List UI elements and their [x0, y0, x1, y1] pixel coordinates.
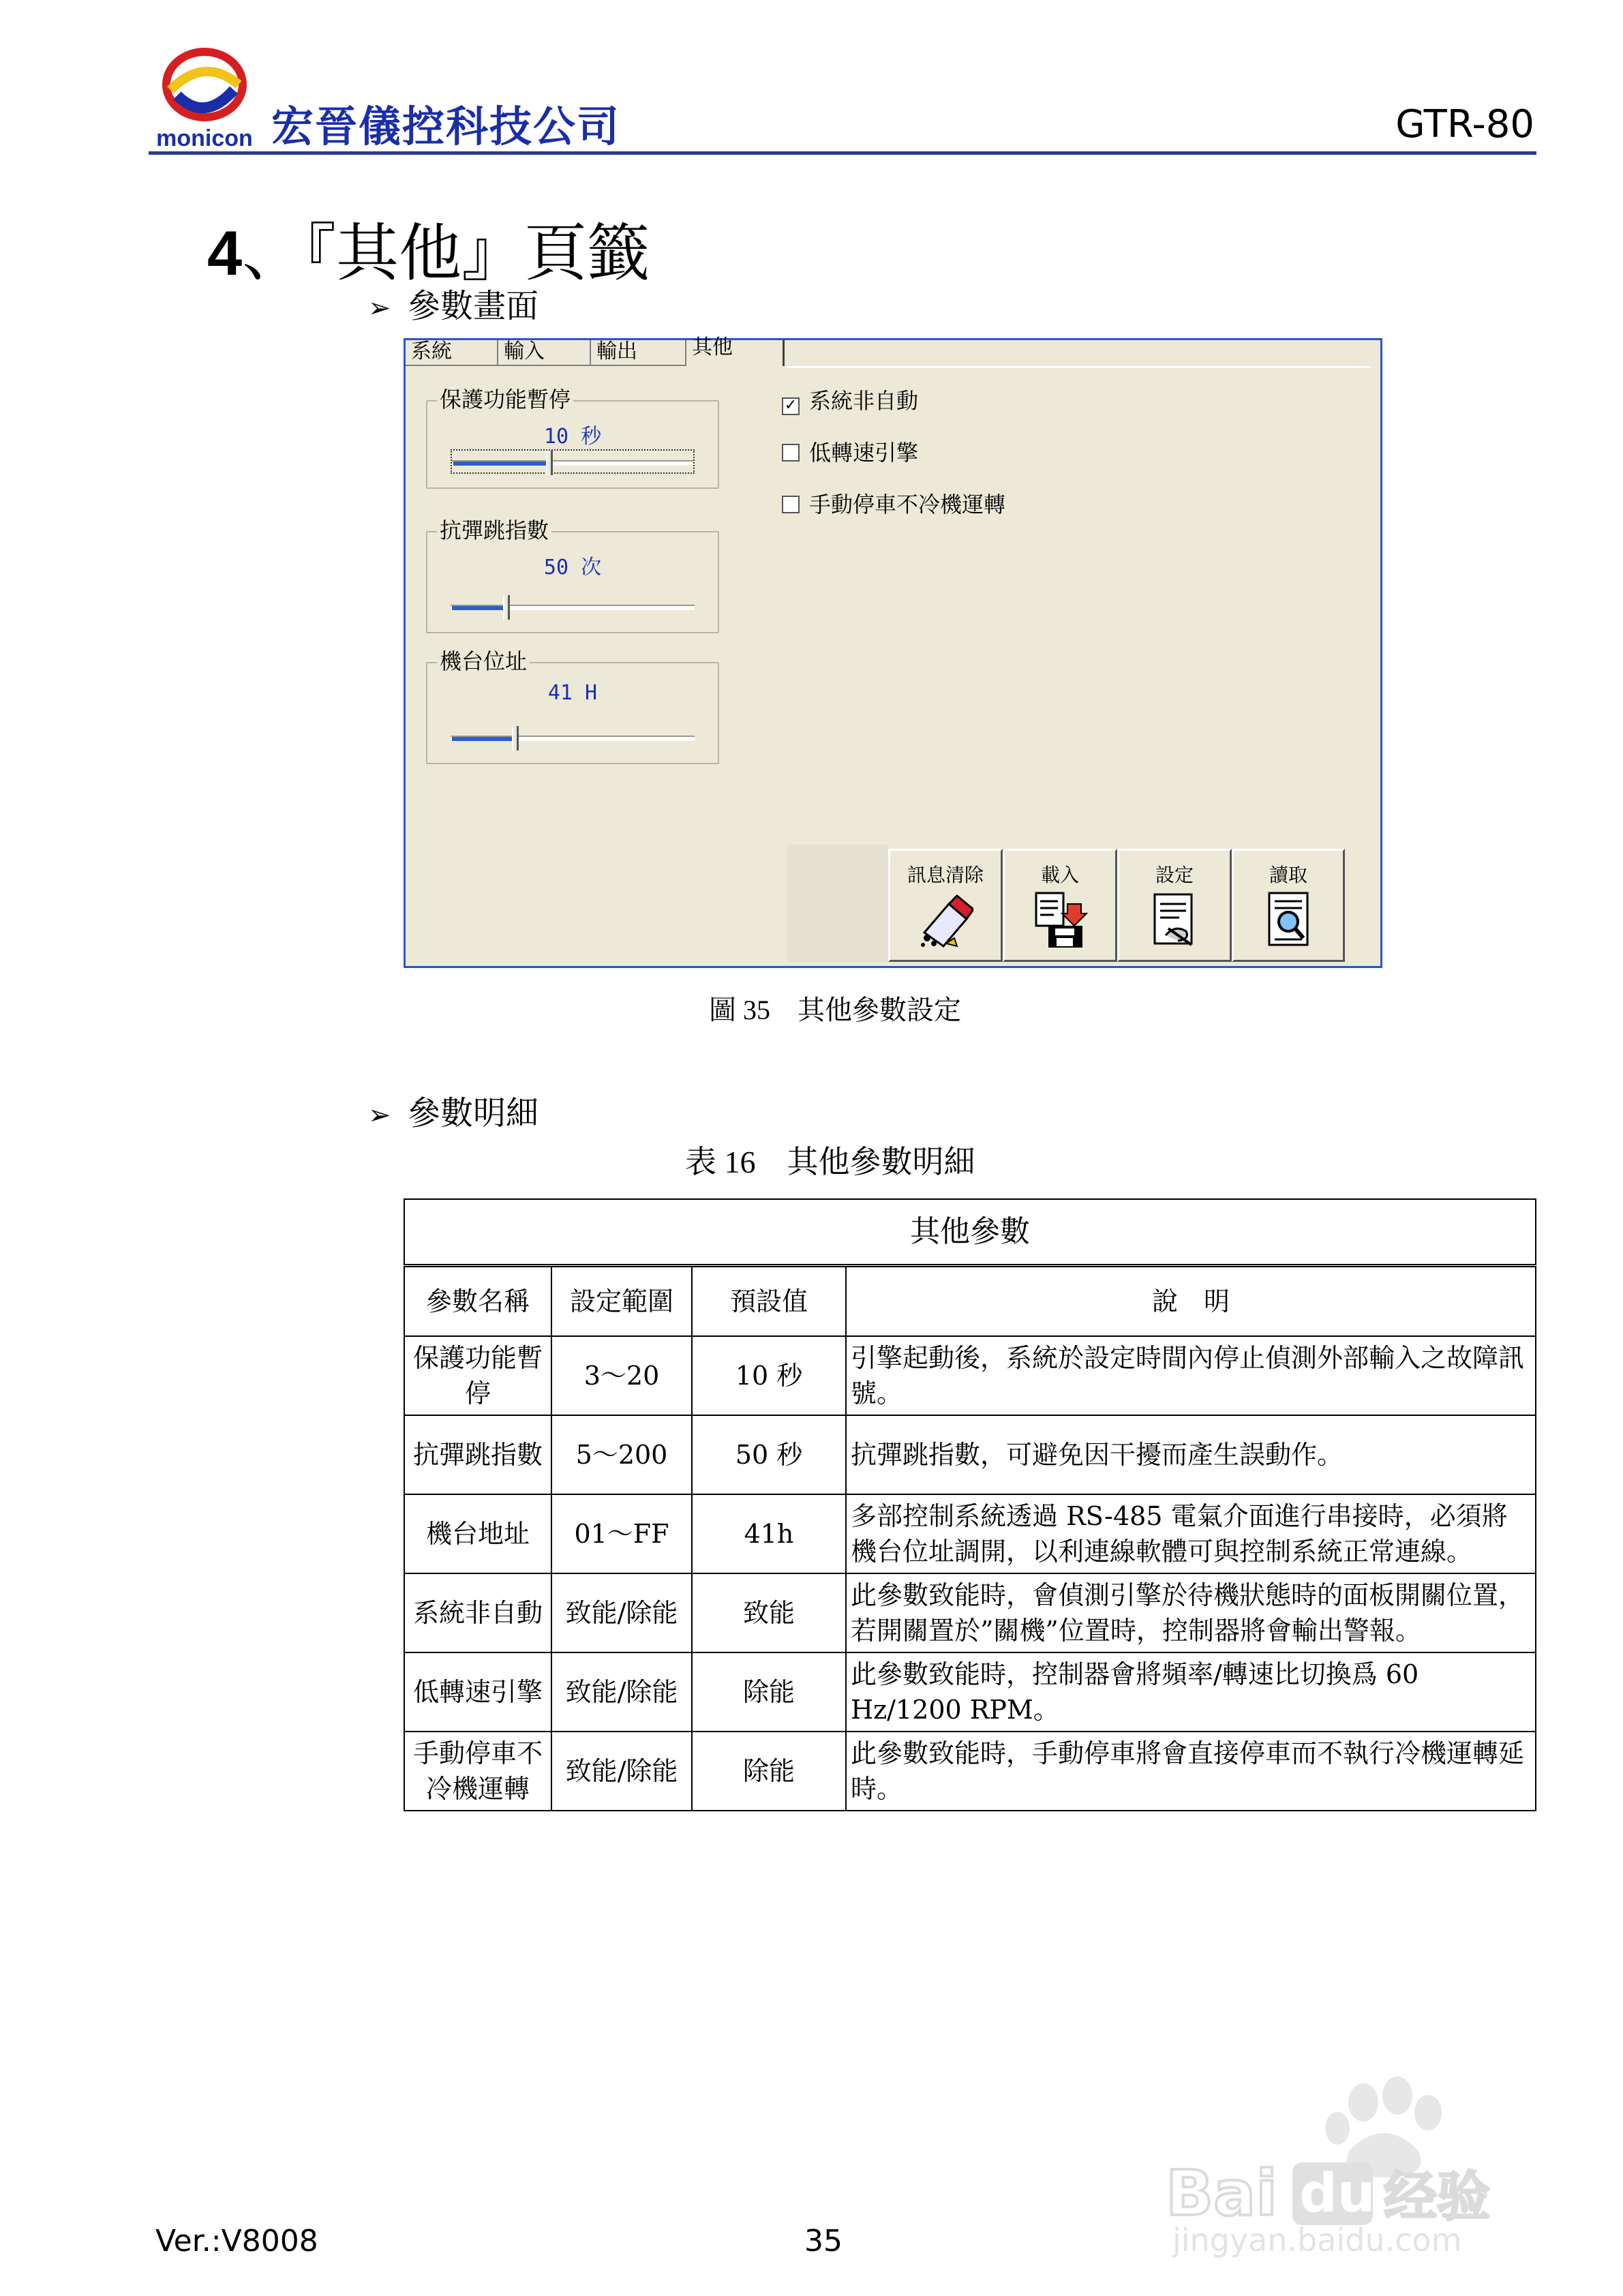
svg-text:du: du	[1299, 2163, 1376, 2224]
bullet-screen	[368, 280, 539, 327]
param-name: 抗彈跳指數	[404, 1415, 551, 1494]
table-row	[404, 1573, 1536, 1652]
header-divider	[149, 151, 1536, 155]
button-label: 訊息清除	[907, 864, 984, 886]
company-name: 宏晉儀控科技公司	[271, 102, 621, 151]
table-header-row	[404, 1266, 1536, 1337]
param-description: 此參數致能時，會偵測引擎於待機狀態時的面板開關位置，若開關置於”關機”位置時，控制器將會輸出警報。	[846, 1573, 1536, 1652]
bullet-arrow-icon: ➢	[368, 1100, 391, 1131]
bullet-detail-label: 參數明細	[408, 1094, 539, 1132]
slider-value: 41 H	[547, 681, 598, 705]
param-name: 機台地址	[404, 1494, 551, 1573]
svg-text:经验: 经验	[1384, 2166, 1491, 2228]
param-range: 致能/除能	[551, 1732, 692, 1811]
button-bar-background	[787, 845, 888, 962]
bullet-arrow-icon: ➢	[368, 292, 391, 324]
checkbox-label: 低轉速引擎	[809, 440, 919, 466]
monicon-logo	[153, 42, 256, 151]
tab-system[interactable]: 系統	[406, 340, 498, 366]
param-name: 低轉速引擎	[404, 1652, 551, 1732]
table-row	[404, 1652, 1536, 1732]
param-description: 抗彈跳指數，可避免因干擾而產生誤動作。	[846, 1415, 1536, 1494]
button-label: 讀取	[1269, 864, 1307, 886]
param-default: 除能	[692, 1732, 846, 1811]
tab-divider	[785, 366, 1371, 368]
param-description: 此參數致能時，手動停車將會直接停車而不執行冷機運轉延時。	[846, 1732, 1536, 1811]
figure-caption: 圖 35 其他參數設定	[709, 995, 961, 1025]
param-name: 保護功能暫停	[404, 1336, 551, 1415]
param-description: 此參數致能時，控制器會將頻率/轉速比切換爲 60 Hz/1200 RPM。	[846, 1652, 1536, 1732]
model-number: GTR-80	[1395, 102, 1534, 147]
bullet-screen-label: 參數畫面	[408, 287, 539, 325]
group-protection-pause	[426, 387, 719, 489]
settings-window	[404, 335, 1382, 968]
section-title-text: 、『其他』頁籤	[242, 217, 650, 290]
protection-pause-slider[interactable]	[451, 449, 695, 474]
version-label: Ver.:V8008	[155, 2224, 318, 2259]
param-description: 多部控制系統透過 RS-485 電氣介面進行串接時，必須將機台位址調開，以利連線軟體可與控制系統正常連線。	[846, 1494, 1536, 1573]
group-debounce-index	[426, 517, 719, 633]
param-default: 50 秒	[692, 1415, 846, 1494]
table-caption: 其他參數	[404, 1199, 1536, 1266]
param-default: 41h	[692, 1494, 846, 1573]
param-range: 5～200	[551, 1415, 692, 1494]
bullet-detail	[368, 1087, 539, 1134]
table-caption-row	[404, 1199, 1536, 1266]
tab-input[interactable]: 輸入	[498, 340, 591, 366]
settings-button[interactable]	[1117, 849, 1232, 962]
checkbox-box[interactable]: ✓	[782, 397, 800, 415]
clear-messages-button[interactable]	[888, 849, 1003, 962]
tab-bar	[406, 335, 1380, 367]
checkbox-label: 手動停車不冷機運轉	[809, 492, 1006, 517]
svg-text:Bai: Bai	[1166, 2157, 1277, 2230]
checkbox-box[interactable]	[782, 496, 800, 513]
group-machine-address	[426, 648, 719, 764]
slider-thumb[interactable]	[546, 451, 553, 475]
table-title: 表 16 其他參數明細	[685, 1145, 975, 1179]
param-range: 01～FF	[551, 1494, 692, 1573]
watermark-url: jingyan.baidu.com	[1172, 2222, 1462, 2259]
button-label: 載入	[1040, 864, 1079, 886]
slider-thumb[interactable]	[503, 595, 510, 620]
params-table	[404, 1198, 1536, 1811]
column-header: 說 明	[846, 1266, 1536, 1337]
write-settings-icon	[1148, 890, 1202, 949]
checkbox-label: 系統非自動	[809, 388, 919, 414]
section-number: 4	[207, 219, 243, 288]
slider-value: 10 秒	[543, 425, 602, 449]
load-document-icon	[1033, 890, 1088, 949]
read-document-icon	[1262, 890, 1317, 949]
table-row	[404, 1732, 1536, 1811]
column-header: 參數名稱	[404, 1266, 551, 1337]
baidu-jingyan-watermark	[1159, 2075, 1541, 2259]
table-row	[404, 1415, 1536, 1494]
tab-output[interactable]: 輸出	[591, 340, 686, 366]
column-header: 預設值	[692, 1266, 846, 1337]
checkbox-low-speed-engine[interactable]	[782, 440, 918, 466]
slider-value: 50 次	[543, 556, 602, 579]
debounce-index-slider[interactable]	[451, 595, 695, 620]
page-number: 35	[804, 2224, 843, 2259]
param-default: 除能	[692, 1652, 846, 1732]
read-button[interactable]	[1232, 849, 1345, 962]
group-label: 保護功能暫停	[437, 387, 573, 412]
slider-thumb[interactable]	[512, 726, 519, 751]
param-default: 致能	[692, 1573, 846, 1652]
param-name: 系統非自動	[404, 1573, 551, 1652]
checkbox-system-non-auto[interactable]	[782, 388, 918, 415]
param-default: 10 秒	[692, 1336, 846, 1415]
button-label: 設定	[1155, 864, 1194, 886]
group-label: 機台位址	[437, 648, 530, 674]
param-range: 致能/除能	[551, 1652, 692, 1732]
checkbox-box[interactable]	[782, 444, 800, 462]
eraser-icon	[919, 890, 973, 949]
group-label: 抗彈跳指數	[437, 517, 551, 543]
tab-other[interactable]: 其他	[686, 340, 785, 366]
param-description: 引擎起動後，系統於設定時間內停止偵測外部輸入之故障訊號。	[846, 1336, 1536, 1415]
param-name: 手動停車不冷機運轉	[404, 1732, 551, 1811]
table-row	[404, 1494, 1536, 1573]
machine-address-slider[interactable]	[451, 726, 695, 751]
checkbox-manual-stop-no-cooldown[interactable]	[782, 492, 1005, 517]
column-header: 設定範圍	[551, 1266, 692, 1337]
table-row	[404, 1336, 1536, 1415]
svg-text:monicon: monicon	[156, 125, 253, 151]
param-range: 致能/除能	[551, 1573, 692, 1652]
param-range: 3～20	[551, 1336, 692, 1415]
load-button[interactable]	[1003, 849, 1117, 962]
